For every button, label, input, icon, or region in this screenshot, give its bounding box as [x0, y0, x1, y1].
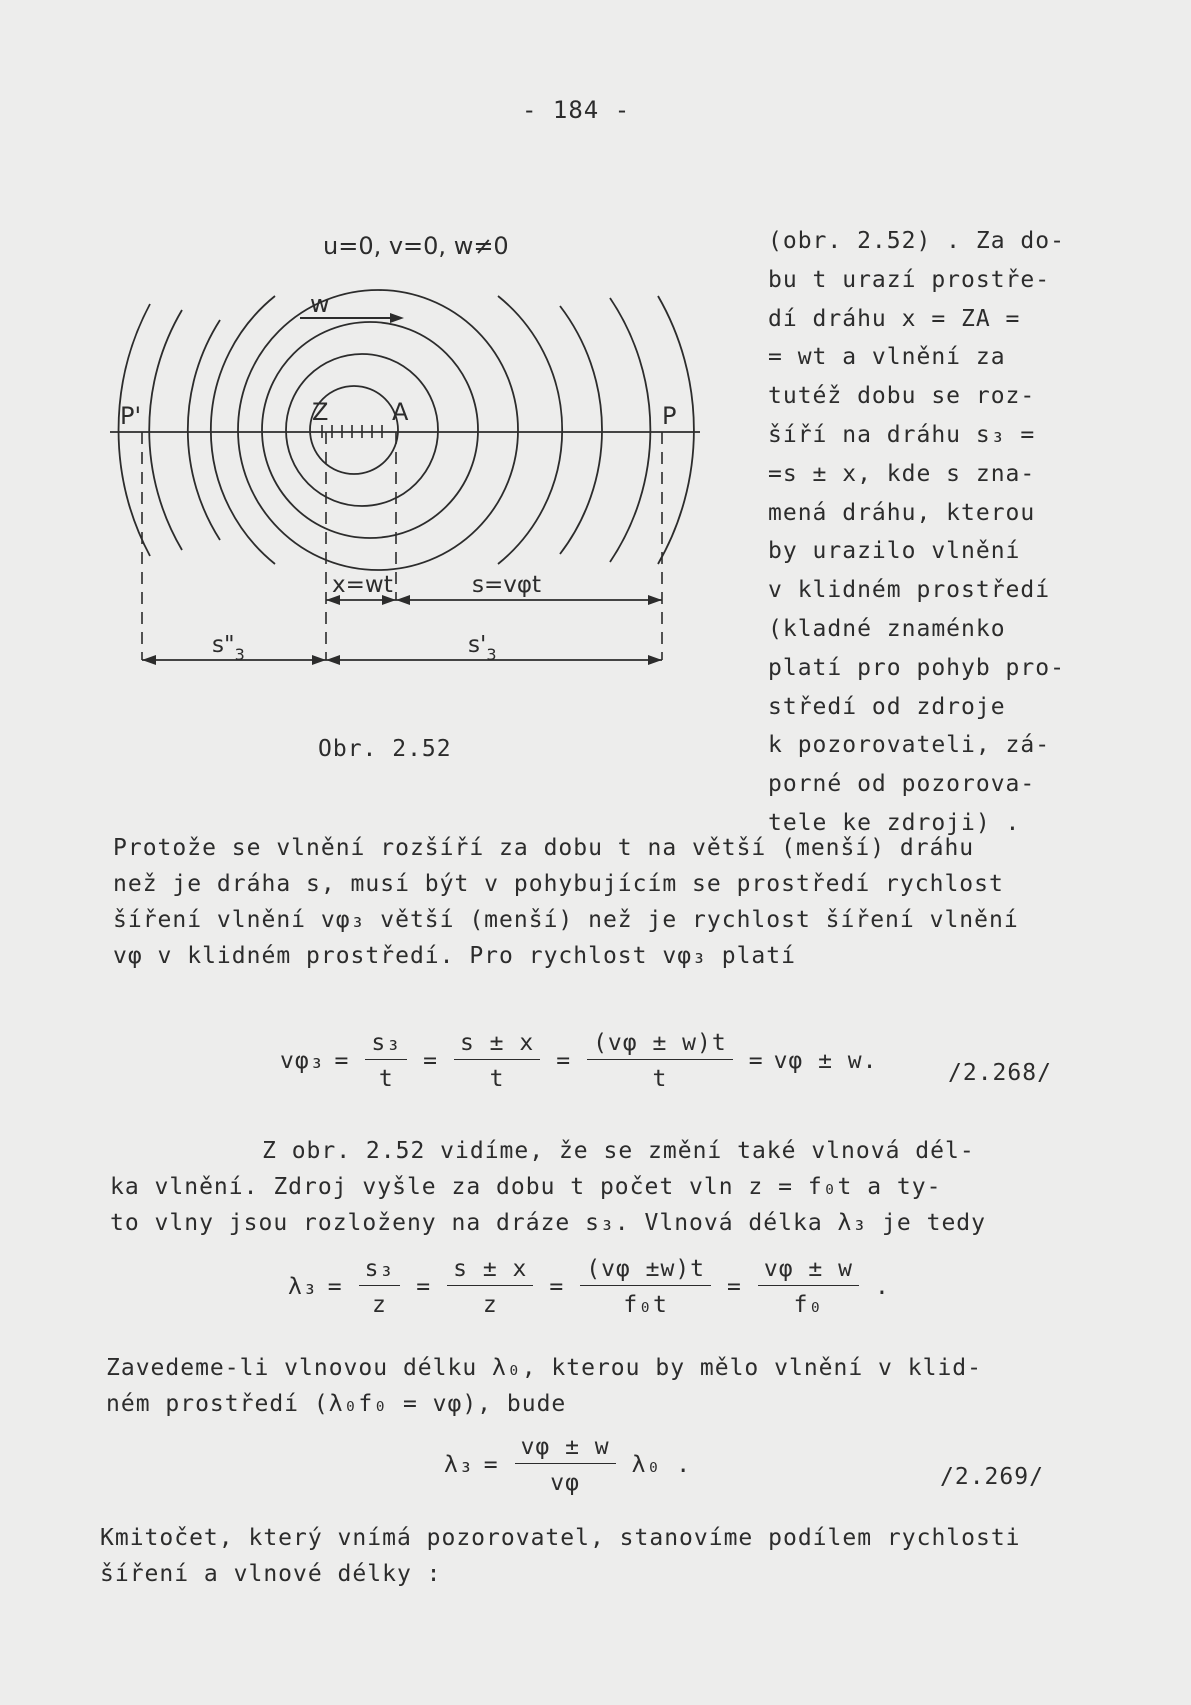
eq2-equals: = [327, 1274, 343, 1300]
wavefront-8 [119, 296, 694, 564]
velocity-arrowhead [390, 313, 404, 323]
wavefront-4 [238, 290, 518, 570]
dashed-guides [142, 432, 662, 660]
text-line: to vlny jsou rozloženy na dráze s₃. Vlnová délka λ₃ je tedy [110, 1210, 986, 1236]
side-line: šíří na dráhu s₃ = [768, 421, 1036, 448]
eq1-equals: = [748, 1048, 764, 1074]
text-line: Z obr. 2.52 vidíme, že se změní také vlnová dél- [262, 1138, 975, 1164]
wavefront-7 [149, 298, 650, 562]
paragraph-2 [110, 1133, 986, 1241]
text-line: ném prostředí (λ₀f₀ = vφ), bude [106, 1391, 567, 1417]
eq1-fraction-1: $\frac{\text{s₃}}{t}$ [365, 1030, 407, 1092]
side-line: v klidném prostředí [768, 577, 1051, 604]
text-line: šíření vlnění vφ₃ větší (menší) než je rychlost šíření vlnění [113, 907, 1019, 933]
dim-s-arrow-left [396, 595, 410, 605]
equation-label-2-268: /2.268/ [948, 1060, 1052, 1086]
text-line: šíření a vlnové délky : [100, 1561, 442, 1587]
side-line: středí od zdroje [768, 693, 1006, 720]
eq2-fraction-3: $\frac{(v\varphi \pm w)t}{\text{f₀t}}$ [580, 1256, 711, 1318]
figure-caption: Obr. 2.52 [318, 736, 452, 762]
eq1-rhs: vφ ± w. [773, 1048, 878, 1074]
eq3-lhs: λ₃ [444, 1452, 474, 1478]
dim-s3dd-arrow-left [142, 655, 156, 665]
figure-condition: u=0, v=0, w≠0 [323, 232, 509, 260]
eq2-equals: = [416, 1274, 432, 1300]
text-line: Zavedeme-li vlnovou délku λ₀, kterou by mělo vlnění v klid- [106, 1355, 982, 1381]
eq2-lhs: λ₃ [288, 1274, 318, 1300]
dim-s3d-arrow-right [648, 655, 662, 665]
label-z: Z [312, 398, 329, 426]
label-p-left: P' [120, 402, 142, 430]
side-text [768, 222, 1065, 843]
eq3-rhs: λ₀ . [631, 1452, 692, 1478]
side-line: dí dráhu x = ZA = [768, 305, 1021, 332]
text-line: Kmitočet, který vnímá pozorovatel, stanovíme podílem rychlosti [100, 1525, 1021, 1551]
side-line: platí pro pohyb pro- [768, 654, 1065, 681]
text-line: Protože se vlnění rozšíří za dobu t na větší (menší) dráhu [113, 835, 975, 861]
eq2-fraction-2: $\frac{s \pm x}{z}$ [447, 1256, 533, 1318]
figure-2-52 [100, 220, 700, 680]
eq1-lhs: vφ₃ [280, 1048, 325, 1074]
equation-label-2-269: /2.269/ [940, 1464, 1044, 1490]
paragraph-1 [113, 830, 1019, 974]
eq2-equals: = [549, 1274, 565, 1300]
side-line: porné od pozorova- [768, 771, 1036, 798]
wavefronts [119, 290, 694, 570]
side-line: bu t urazí prostře- [768, 266, 1051, 293]
label-p-right: P [662, 402, 677, 430]
label-a: A [392, 398, 409, 426]
dim-s3dd-arrow-right [312, 655, 326, 665]
eq1-equals: = [334, 1048, 350, 1074]
text-line: než je dráha s, musí být v pohybujícím se prostředí rychlost [113, 871, 1004, 897]
side-line: (kladné znaménko [768, 615, 1006, 642]
eq2-end: . [874, 1274, 890, 1300]
side-line: tele ke zdroji) . [768, 809, 1021, 836]
eq2-equals: = [727, 1274, 742, 1300]
text-line: ka vlnění. Zdroj vyšle za dobu t počet vln z = f₀t a ty- [110, 1174, 942, 1200]
page-number: - 184 - [522, 96, 631, 124]
wavefront-6 [188, 306, 602, 554]
side-line: k pozorovateli, zá- [768, 732, 1051, 759]
wavefront-5 [211, 296, 562, 564]
label-x: x=wt [332, 572, 393, 598]
side-line: = wt a vlnění za [768, 344, 1006, 371]
dim-s3d-arrow-left [326, 655, 340, 665]
eq3-equals: = [483, 1452, 499, 1478]
side-line: by urazilo vlnění [768, 538, 1021, 565]
side-line: mená dráhu, kterou [768, 499, 1036, 526]
eq2-fraction-4: $\frac{v\varphi \pm w}{\text{f₀}}$ [758, 1256, 859, 1318]
label-s: s=vφt [472, 572, 542, 598]
eq1-equals: = [556, 1048, 572, 1074]
side-line: tutéž dobu se roz- [768, 383, 1036, 410]
eq1-equals: = [423, 1048, 438, 1074]
dim-s-arrow-right [648, 595, 662, 605]
paragraph-3 [106, 1350, 982, 1422]
eq1-fraction-3: $\frac{(v\varphi \pm w)t}{t}$ [587, 1030, 733, 1092]
equation-lambda3 [288, 1256, 900, 1318]
text-line: vφ v klidném prostředí. Pro rychlost vφ₃ platí [113, 943, 796, 969]
equation-2-268 [280, 1030, 878, 1092]
eq2-fraction-1: $\frac{\text{s₃}}{z}$ [359, 1256, 401, 1318]
eq3-fraction: $\frac{v\varphi \pm w}{v\varphi}$ [515, 1434, 616, 1496]
side-line: (obr. 2.52) . Za do- [768, 228, 1065, 254]
side-line: =s ± x, kde s zna- [768, 460, 1036, 487]
velocity-label: w [310, 290, 330, 318]
equation-2-269 [444, 1434, 701, 1496]
eq1-fraction-2: $\frac{s \pm x}{t}$ [454, 1030, 540, 1092]
label-s3-prime: $s'_3$ [468, 632, 497, 664]
label-s3-double-prime: $s"_3$ [212, 632, 245, 664]
paragraph-4 [100, 1520, 1021, 1592]
